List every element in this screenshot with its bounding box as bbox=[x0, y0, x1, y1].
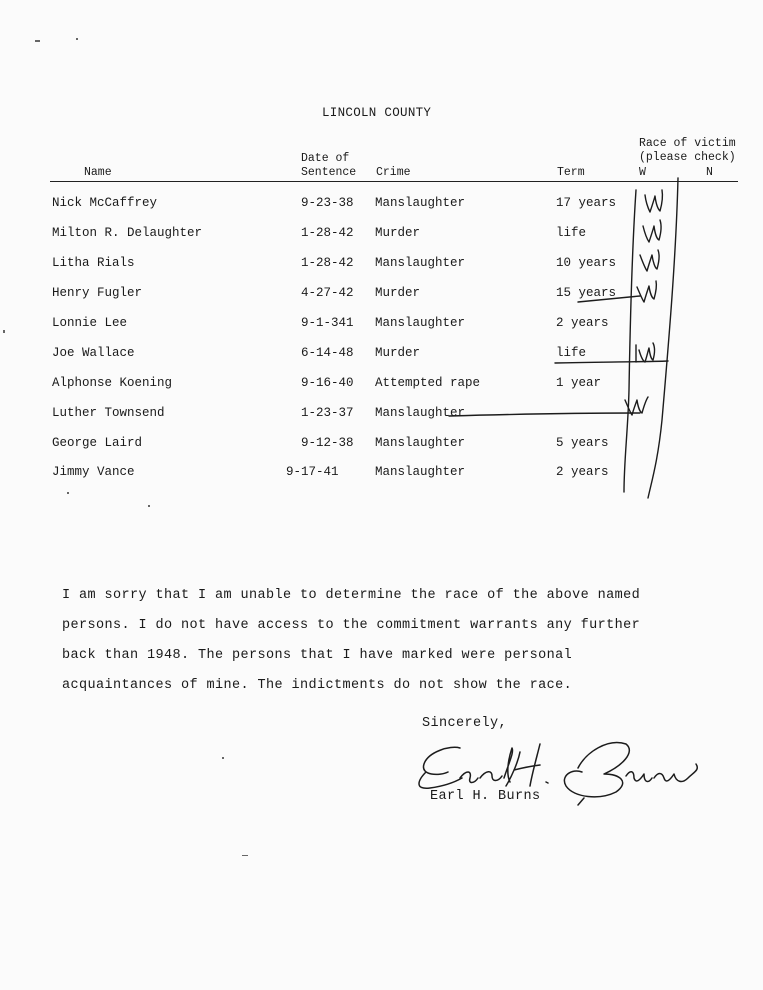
row-date: 6-14-48 bbox=[301, 346, 354, 360]
row-name: Nick McCaffrey bbox=[52, 196, 158, 210]
letter-paragraph bbox=[62, 581, 640, 701]
header-date-line1: Date of bbox=[301, 152, 350, 165]
row-name: Milton R. Delaughter bbox=[52, 226, 203, 240]
row-name: Jimmy Vance bbox=[52, 465, 135, 479]
paragraph-line: I am sorry that I am unable to determine the race of the above named bbox=[62, 588, 641, 603]
row-name: Lonnie Lee bbox=[52, 316, 128, 330]
paragraph-line: back than 1948. The persons that I have marked were personal bbox=[62, 648, 573, 663]
row-date: 9-12-38 bbox=[301, 436, 354, 450]
row-crime: Manslaughter bbox=[375, 406, 466, 420]
row-name: George Laird bbox=[52, 436, 143, 450]
row-date: 9-23-38 bbox=[301, 196, 354, 210]
ink-check-w-row2 bbox=[643, 220, 661, 242]
row-date: 4-27-42 bbox=[301, 286, 354, 300]
row-crime: Manslaughter bbox=[375, 316, 466, 330]
header-crime: Crime bbox=[376, 166, 411, 179]
ink-column-line-right bbox=[648, 178, 678, 498]
ink-check-w-row1 bbox=[645, 190, 662, 212]
row-date: 1-23-37 bbox=[301, 406, 354, 420]
header-race-line2: (please check) bbox=[639, 151, 736, 164]
paragraph-line: persons. I do not have access to the commitment warrants any further bbox=[62, 618, 641, 633]
header-race-w: W bbox=[639, 166, 646, 179]
row-name: Henry Fugler bbox=[52, 286, 143, 300]
row-name: Luther Townsend bbox=[52, 406, 165, 420]
ink-check-w-row4 bbox=[637, 281, 656, 302]
row-term: 2 years bbox=[556, 465, 609, 479]
ink-column-line-left bbox=[624, 190, 636, 492]
row-crime: Manslaughter bbox=[375, 256, 466, 270]
row-term: 2 years bbox=[556, 316, 609, 330]
paragraph-line: acquaintances of mine. The indictments do not show the race. bbox=[62, 678, 573, 693]
row-term: 10 years bbox=[556, 256, 617, 270]
header-term: Term bbox=[557, 166, 585, 179]
row-date: 1-28-42 bbox=[301, 256, 354, 270]
header-date-line2: Sentence bbox=[301, 166, 357, 179]
row-name: Joe Wallace bbox=[52, 346, 135, 360]
header-race-line1: Race of victim bbox=[639, 137, 736, 150]
row-term: 17 years bbox=[556, 196, 617, 210]
row-name: Alphonse Koening bbox=[52, 376, 173, 390]
row-term: 15 years bbox=[556, 286, 617, 300]
row-crime: Murder bbox=[375, 286, 421, 300]
row-crime: Manslaughter bbox=[375, 465, 466, 479]
row-date: 9-16-40 bbox=[301, 376, 354, 390]
row-date: 1-28-42 bbox=[301, 226, 354, 240]
ink-check-w-row3 bbox=[640, 250, 659, 271]
closing-sincerely: Sincerely, bbox=[422, 716, 508, 731]
ink-underline-townsend bbox=[449, 413, 640, 416]
ink-check-w-row8 bbox=[625, 397, 648, 415]
row-date: 9-17-41 bbox=[286, 465, 339, 479]
row-term: life bbox=[556, 226, 587, 240]
row-term: 5 years bbox=[556, 436, 609, 450]
row-crime: Manslaughter bbox=[375, 436, 466, 450]
row-name: Litha Rials bbox=[52, 256, 135, 270]
ink-underline-wallace bbox=[555, 361, 668, 363]
county-title: LINCOLN COUNTY bbox=[322, 106, 432, 120]
ink-check-w-row6 bbox=[636, 343, 655, 362]
row-term: 1 year bbox=[556, 376, 602, 390]
header-name: Name bbox=[84, 166, 112, 179]
row-crime: Murder bbox=[375, 226, 421, 240]
row-crime: Attempted rape bbox=[375, 376, 481, 390]
row-term: life bbox=[556, 346, 587, 360]
row-crime: Manslaughter bbox=[375, 196, 466, 210]
signer-name: Earl H. Burns bbox=[430, 789, 541, 804]
header-rule bbox=[50, 181, 738, 182]
header-race-n: N bbox=[706, 166, 713, 179]
row-date: 9-1-341 bbox=[301, 316, 354, 330]
row-crime: Murder bbox=[375, 346, 421, 360]
